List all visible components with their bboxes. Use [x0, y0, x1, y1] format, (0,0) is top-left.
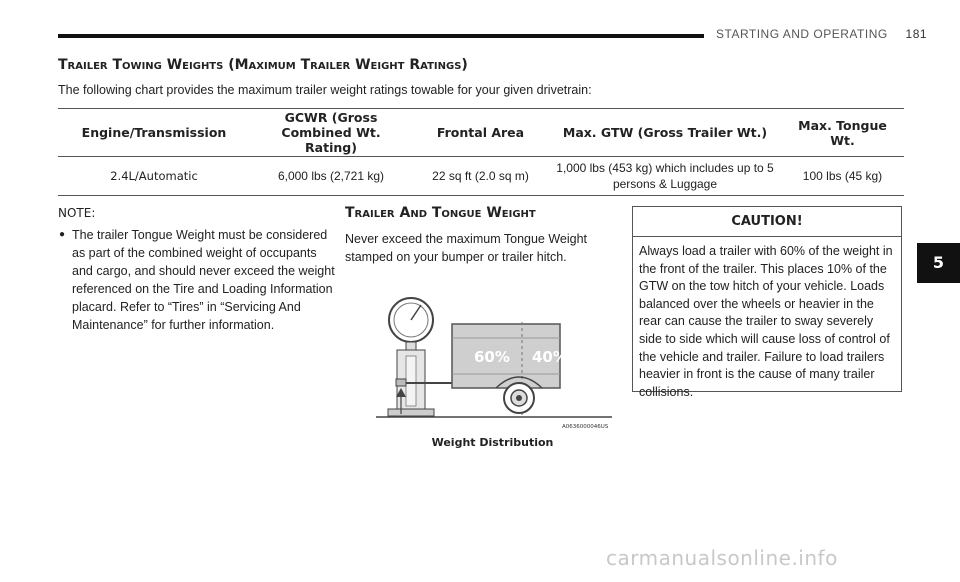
table-row [58, 157, 904, 196]
bullet-icon: ● [59, 229, 66, 240]
col-header-engine: Engine/Transmission [58, 109, 250, 157]
note-item [58, 226, 336, 334]
col-header-max-gtw: Max. GTW (Gross Trailer Wt.) [549, 109, 781, 157]
front-percent-label: 60% [474, 348, 510, 366]
header-rule [58, 34, 704, 38]
cell-max-tongue: 100 lbs (45 kg) [781, 157, 904, 196]
caution-text: Always load a trailer with 60% of the weight in the front of the trailer. This places 10% of the GTW on the tow hitch of your vehicle. Loads balanced over the wheels or heavier in the rear can cause the trailer to sway severely side to side which will cause loss of control of the vehicle and trailer. Failure to load trailers heavier in front is the cause of many trailer collisions. [639, 244, 893, 399]
running-header [716, 27, 927, 41]
chapter-tab: 5 [917, 243, 960, 283]
figure-code: A0636000046US [562, 424, 609, 430]
cell-max-gtw: 1,000 lbs (453 kg) which includes up to 5 persons & Luggage [549, 157, 781, 196]
page-number: 181 [905, 27, 928, 41]
cell-engine: 2.4L/Automatic [58, 157, 250, 196]
watermark: carmanualsonline.info [606, 546, 838, 570]
figure-caption: Weight Distribution [431, 436, 554, 449]
weight-distribution-figure [376, 286, 612, 432]
tongue-weight-text: Never exceed the maximum Tongue Weight stamped on your bumper or trailer hitch. [345, 232, 588, 264]
rear-percent-label: 40% [532, 348, 568, 366]
cell-frontal-area: 22 sq ft (2.0 sq m) [412, 157, 549, 196]
intro-text: The following chart provides the maximum trailer weight ratings towable for your given drivetrain: [58, 83, 592, 97]
running-title: STARTING AND OPERATING [716, 27, 888, 41]
caution-box [632, 206, 902, 399]
cell-gcwr: 6,000 lbs (2,721 kg) [250, 157, 412, 196]
col-header-frontal-area: Frontal Area [412, 109, 549, 157]
note-list [58, 226, 336, 334]
towing-weights-table [58, 108, 904, 196]
col-header-gcwr: GCWR (Gross Combined Wt. Rating) [250, 109, 412, 157]
table-header-row [58, 109, 904, 157]
note-item-text: The trailer Tongue Weight must be considered as part of the combined weight of occupants and cargo, and should never exceed the weight referenced on the Tire and Loading Information placard. Refer to “Tires” in “Servicing And Maintenance” for further information. [72, 228, 335, 332]
trailer-scale-illustration [376, 286, 612, 432]
col-header-max-tongue: Max. Tongue Wt. [781, 109, 904, 157]
caution-title: CAUTION! [633, 207, 901, 237]
note-label: NOTE: [58, 206, 96, 220]
tongue-weight-title: Trailer And Tongue Weight [345, 205, 536, 221]
section-title: Trailer Towing Weights (Maximum Trailer Weight Ratings) [58, 57, 468, 73]
